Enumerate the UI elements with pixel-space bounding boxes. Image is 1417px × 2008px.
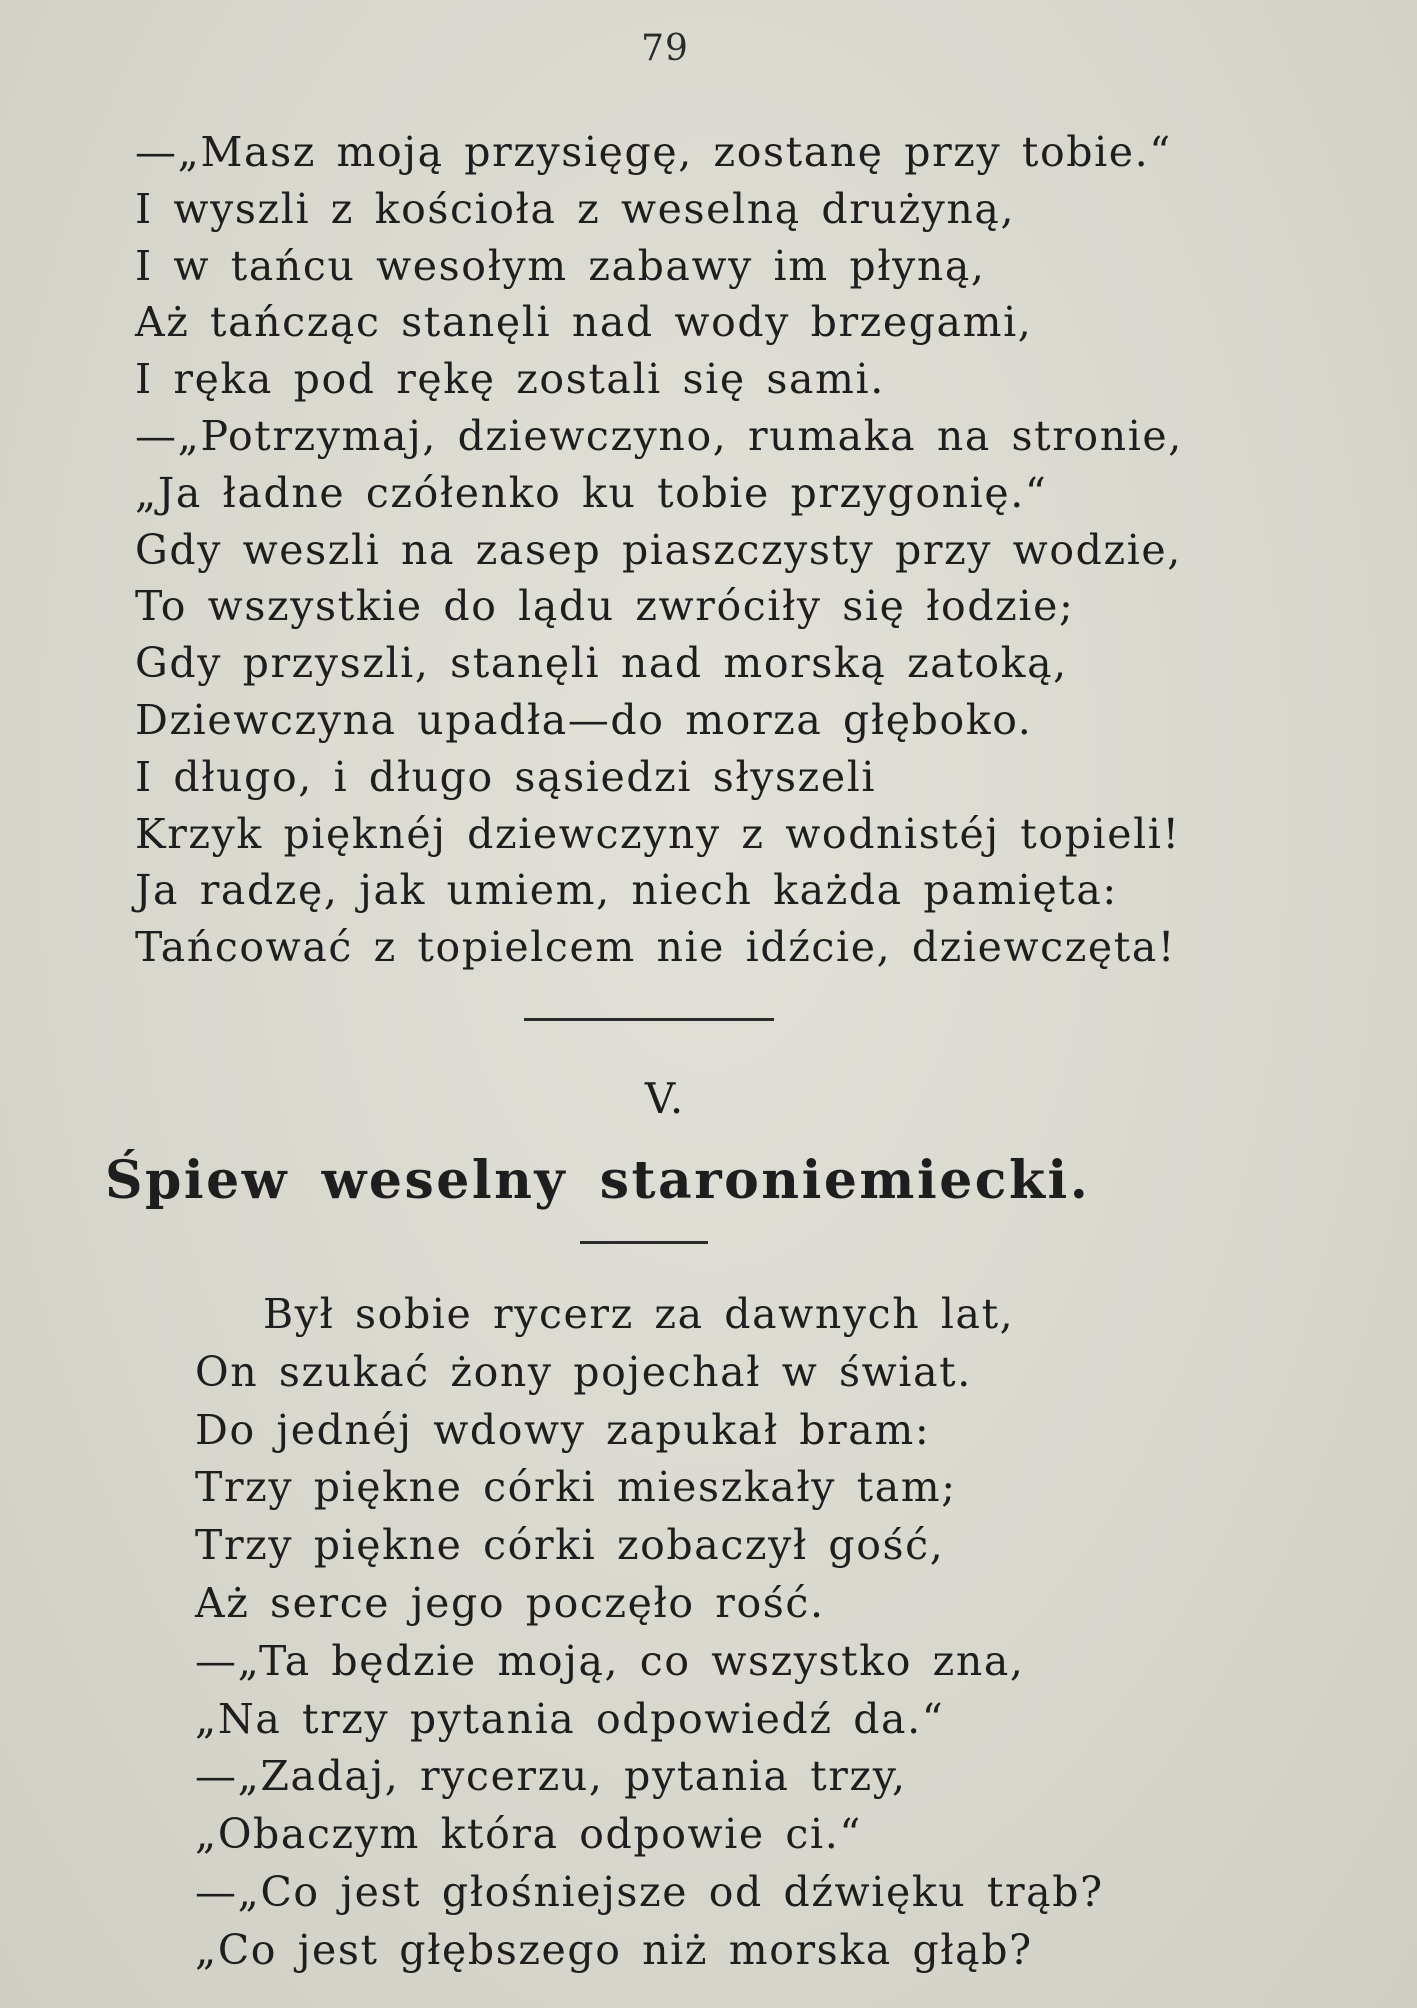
poem-new bbox=[195, 1286, 1295, 1980]
verse-line: Tańcować z topielcem nie idźcie, dziewczęta! bbox=[135, 923, 1176, 972]
verse-line: To wszystkie do lądu zwróciły się łodzie; bbox=[135, 582, 1075, 631]
verse-line: —„Ta będzie moją, co wszystko zna, bbox=[195, 1636, 1025, 1685]
verse-line: „Co jest głębszego niż morska głąb? bbox=[195, 1925, 1033, 1974]
verse-line: Gdy przyszli, stanęli nad morską zatoką, bbox=[135, 639, 1068, 688]
verse-line: —„Potrzymaj, dziewczyno, rumaka na stronie, bbox=[135, 411, 1183, 460]
verse-line: Dziewczyna upadła—do morza głęboko. bbox=[135, 695, 1033, 744]
verse-line: „Obaczym która odpowie ci.“ bbox=[195, 1810, 862, 1859]
section-numeral: V. bbox=[644, 1074, 686, 1123]
poem-continued bbox=[135, 124, 1295, 976]
page-number: 79 bbox=[641, 28, 689, 69]
verse-line: I ręka pod rękę zostali się sami. bbox=[135, 355, 885, 404]
verse-line: I w tańcu wesołym zabawy im płyną, bbox=[135, 241, 986, 290]
verse-line: Trzy piękne córki zobaczył gość, bbox=[195, 1521, 945, 1570]
verse-line: On szukać żony pojechał w świat. bbox=[195, 1347, 972, 1396]
verse-line: Trzy piękne córki mieszkały tam; bbox=[195, 1463, 957, 1512]
verse-line: —„Zadaj, rycerzu, pytania trzy, bbox=[195, 1752, 907, 1801]
verse-line: Ja radzę, jak umiem, niech każda pamięta: bbox=[135, 866, 1118, 915]
verse-line: Był sobie rycerz za dawnych lat, bbox=[263, 1290, 1015, 1338]
verse-line: Krzyk pięknéj dziewczyny z wodnistéj topieli! bbox=[135, 809, 1181, 858]
verse-line: Do jednéj wdowy zapukał bram: bbox=[195, 1405, 931, 1454]
verse-line: „Na trzy pytania odpowiedź da.“ bbox=[195, 1694, 945, 1743]
verse-line: I długo, i długo sąsiedzi słyszeli bbox=[135, 752, 877, 801]
title-divider bbox=[580, 1241, 708, 1244]
verse-line: „Ja ładne czółenko ku tobie przygonię.“ bbox=[135, 468, 1048, 517]
verse-line: —„Co jest głośniejsze od dźwięku trąb? bbox=[195, 1867, 1104, 1916]
verse-line: I wyszli z kościoła z weselną drużyną, bbox=[135, 184, 1016, 233]
verse-line: Gdy weszli na zasep piaszczysty przy wodzie, bbox=[135, 525, 1182, 574]
section-title: Śpiew weselny staroniemiecki. bbox=[105, 1150, 1091, 1211]
verse-line: —„Masz moją przysięgę, zostanę przy tobie.“ bbox=[135, 128, 1172, 176]
verse-line: Aż serce jego poczęło rość. bbox=[195, 1578, 825, 1627]
verse-line: Aż tańcząc stanęli nad wody brzegami, bbox=[135, 298, 1033, 347]
section-divider bbox=[524, 1018, 774, 1021]
